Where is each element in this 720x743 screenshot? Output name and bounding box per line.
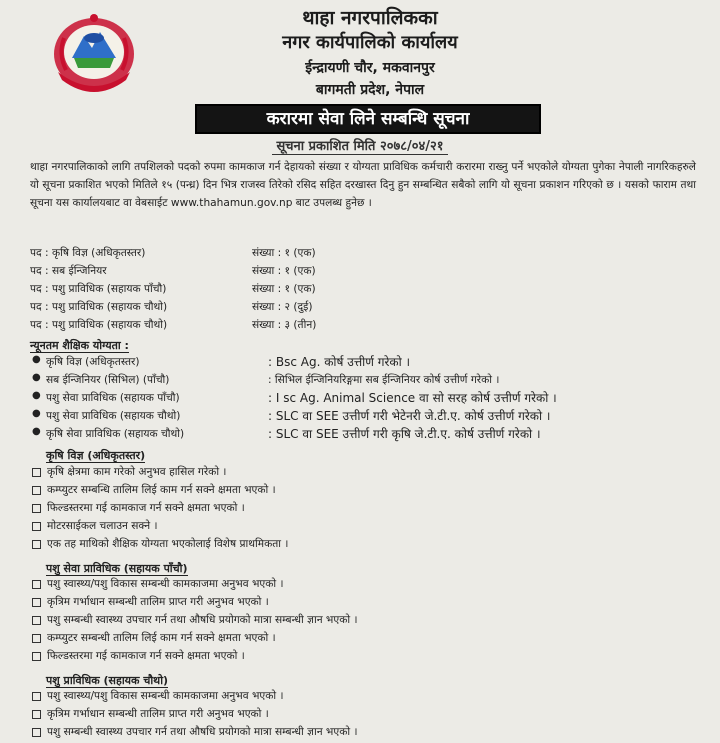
notice-banner: करारमा सेवा लिने सम्बन्धि सूचना [195, 104, 541, 134]
list-item: फिल्डस्तरमा गई कामकाज गर्न सक्ने क्षमता भएको । [30, 501, 690, 519]
list-item: पशु सम्बन्धी स्वास्थ्य उपचार गर्न तथा औषधि प्रयोगको मात्रा सम्बन्धी ज्ञान भएको । [30, 725, 690, 743]
checkbox-icon [32, 692, 41, 701]
qualification-row: ● कृषि सेवा प्राविधिक (सहायक चौथो) : SLC वा SEE उत्तीर्ण गरी कृषि जे.टी.ए. कोर्ष उत्तीर्ण गरेको । [32, 426, 541, 441]
qualification-row: ● पशु सेवा प्राविधिक (सहायक पाँचौ) : I sc Ag. Animal Science वा सो सरह कोर्ष उत्तीर्ण गरेको । [32, 390, 557, 405]
bullet-icon: ● [32, 408, 41, 419]
vet-assistant-5-requirements [30, 577, 690, 667]
list-item: कम्प्युटर सम्बन्धि तालिम लिई काम गर्न सक्ने क्षमता भएको । [30, 483, 690, 501]
office-province: बागमती प्रदेश, नेपाल [315, 82, 425, 98]
list-item: कम्प्युटर सम्बन्धी तालिम लिई काम गर्न सक्ने क्षमता भएको । [30, 631, 690, 649]
checkbox-icon [32, 710, 41, 719]
qualification-list [30, 355, 690, 445]
post-row: पद : पशु प्राविधिक (सहायक पाँचौ) संख्या : १ (एक) [30, 283, 316, 295]
list-item: फिल्डस्तरमा गई कामकाज गर्न सक्ने क्षमता भएको । [30, 649, 690, 667]
post-row: पद : सब ईन्जिनियर संख्या : १ (एक) [30, 265, 316, 277]
checkbox-icon [32, 468, 41, 477]
bullet-icon: ● [32, 354, 41, 365]
checkbox-icon [32, 540, 41, 549]
list-item: कृत्रिम गर्भाधान सम्बन्धी तालिम प्राप्त गरी अनुभव भएको । [30, 595, 690, 613]
checkbox-icon [32, 728, 41, 737]
posts-list [30, 246, 430, 336]
intro-paragraph: थाहा नगरपालिकाको लागि तपशिलको पदको रुपमा कामकाज गर्न देहायको संख्या र योग्यता प्राविधिक कर्मचारी करारमा राख्नु पर्ने भएकोले योग्यता पुगेका नेपाली नागरिकहरुले यो सूचना प्रकाशित भएको मितिले १५ (पन्ध्र) दिन भित्र राजस्व तिरेको रसिद सहित दरखास्त दिनु हुन सम्बन्धित सबैको लागि यो सूचना प्रकाशन गरिएको छ । यसको फाराम तथा सूचना यस कार्यालयबाट वा वेबसाईट www.thahamun.gov.np बाट उपलब्ध हुनेछ । [30, 161, 696, 209]
bullet-icon: ● [32, 372, 41, 383]
office-address: ईन्द्रायणी चौर, मकवानपुर [305, 60, 435, 76]
qualification-title: न्यूनतम शैक्षिक योग्यता : [30, 339, 129, 352]
post-row: पद : पशु प्राविधिक (सहायक चौथो) संख्या : ३ (तीन) [30, 319, 317, 331]
office-subtitle: नगर कार्यपालिको कार्यालय [282, 32, 458, 53]
section-title-agri-expert: कृषि विज्ञ (अधिकृतस्तर) [46, 449, 146, 462]
list-item: पशु स्वास्थ्य/पशु विकास सम्बन्धी कामकाजमा अनुभव भएको । [30, 689, 690, 707]
list-item: मोटरसाईकल चलाउन सक्ने । [30, 519, 690, 537]
section-title-vet-assistant-5: पशु सेवा प्राविधिक (सहायक पाँचौ) [46, 562, 188, 575]
checkbox-icon [32, 580, 41, 589]
qualification-row: ● कृषि विज्ञ (अधिकृतस्तर) : Bsc Ag. कोर्ष उत्तीर्ण गरेको । [32, 354, 411, 369]
list-item: पशु स्वास्थ्य/पशु विकास सम्बन्धी कामकाजमा अनुभव भएको । [30, 577, 690, 595]
office-name: थाहा नगरपालिकका [302, 7, 438, 29]
list-item: पशु सम्बन्धी स्वास्थ्य उपचार गर्न तथा औषधि प्रयोगको मात्रा सम्बन्धी ज्ञान भएको । [30, 613, 690, 631]
checkbox-icon [32, 652, 41, 661]
list-item: एक तह माथिको शैक्षिक योग्यता भएकोलाई विशेष प्राथमिकता । [30, 537, 690, 555]
checkbox-icon [32, 522, 41, 531]
qualification-row: ● पशु सेवा प्राविधिक (सहायक चौथो) : SLC वा SEE उत्तीर्ण गरी भेटेनरी जे.टी.ए. कोर्ष उत्तीर्ण गरेको । [32, 408, 551, 423]
checkbox-icon [32, 486, 41, 495]
post-row: पद : कृषि विज्ञ (अधिकृतस्तर) संख्या : १ (एक) [30, 247, 316, 259]
checkbox-icon [32, 616, 41, 625]
list-item: कृत्रिम गर्भाधान सम्बन्धी तालिम प्राप्त गरी अनुभव भएको । [30, 707, 690, 725]
qualification-row: ● सब ईन्जिनियर (सिभिल) (पाँचौ) : सिभिल ईन्जिनियरिङ्गमा सब ईन्जिनियर कोर्ष उत्तीर्ण गरेको । [32, 372, 500, 386]
bullet-icon: ● [32, 390, 41, 401]
published-date: सूचना प्रकाशित मिति २०७८/०४/२१ [0, 136, 720, 154]
checkbox-icon [32, 634, 41, 643]
post-row: पद : पशु प्राविधिक (सहायक चौथो) संख्या : २ (दुई) [30, 301, 313, 313]
vet-assistant-4-requirements [30, 689, 690, 743]
list-item: कृषि क्षेत्रमा काम गरेको अनुभव हासिल गरेको । [30, 465, 690, 483]
checkbox-icon [32, 598, 41, 607]
checkbox-icon [32, 504, 41, 513]
bullet-icon: ● [32, 426, 41, 437]
agri-expert-requirements [30, 465, 690, 555]
section-title-vet-assistant-4: पशु प्राविधिक (सहायक चौथो) [46, 674, 169, 687]
